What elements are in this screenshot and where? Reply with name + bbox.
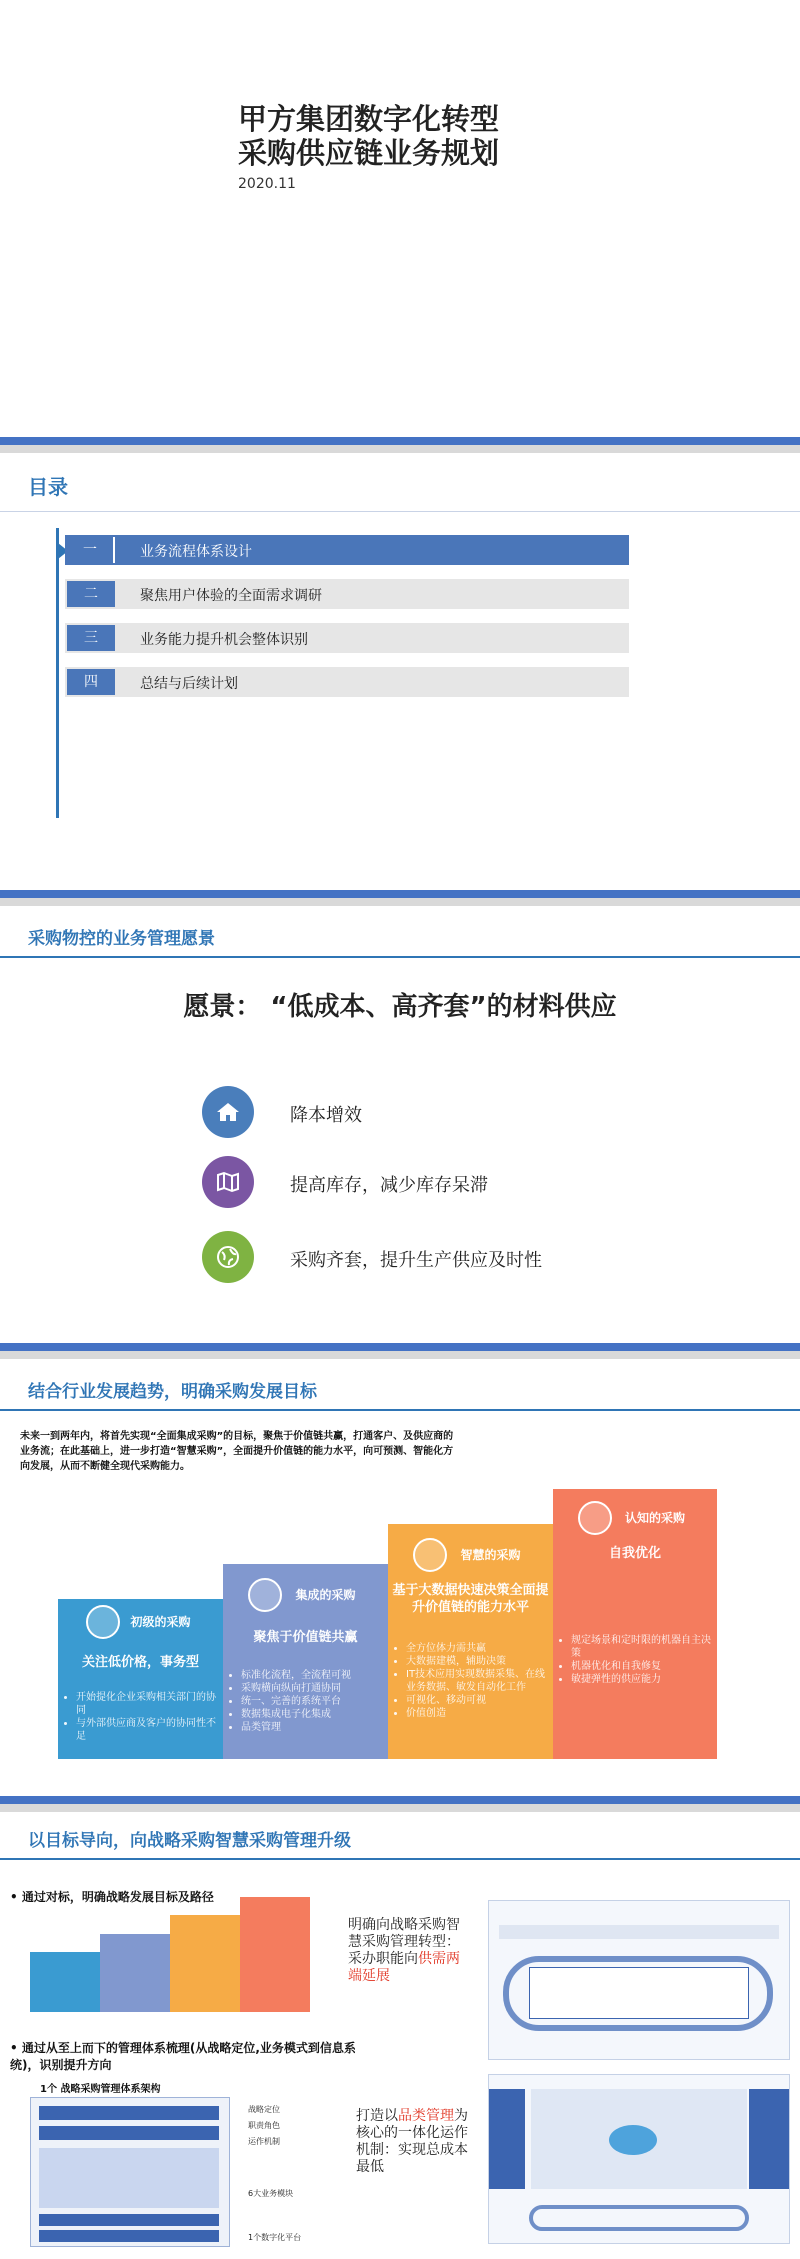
bullet-benchmark: • 通过对标，明确战略发展目标及路径 bbox=[10, 1890, 214, 1904]
toc-item-number: 二 bbox=[67, 581, 115, 607]
divider bbox=[0, 956, 800, 958]
stage-list-item: • 标准化流程，全流程可视 bbox=[241, 1669, 382, 1682]
toc-item-label: 总结与后续计划 bbox=[140, 676, 238, 692]
strategy-heading: 以目标导向，向战略采购智慧采购管理升级 bbox=[28, 1831, 351, 1851]
toc-item-number: 四 bbox=[67, 669, 115, 695]
divider bbox=[0, 511, 800, 512]
mini-stage-2 bbox=[100, 1934, 170, 2012]
divider bbox=[0, 1858, 800, 1860]
map-icon bbox=[202, 1156, 254, 1208]
stage-cognitive bbox=[553, 1489, 717, 1759]
framework-title: 1个 战略采购管理体系架构 bbox=[40, 2084, 161, 2095]
toc-item-1[interactable] bbox=[65, 535, 629, 565]
cycle-ring bbox=[529, 2205, 749, 2231]
stage-headline: 聚焦于价值链共赢 bbox=[253, 1630, 358, 1645]
stage-list-item: • 价值创造 bbox=[406, 1707, 547, 1720]
stage-list bbox=[406, 1642, 547, 1720]
toc-item-number: 三 bbox=[67, 625, 115, 651]
bullet-system: • 通过从至上而下的管理体系梳理(从战略定位,业务模式到信息系统)，识别提升方向 bbox=[10, 2041, 356, 2072]
divider bbox=[0, 1409, 800, 1411]
framework-box bbox=[30, 2097, 230, 2247]
vision-point-text: 降本增效 bbox=[290, 1105, 362, 1126]
stage-integrated bbox=[223, 1564, 388, 1759]
process-diagram bbox=[488, 1900, 790, 2060]
vision-point-text: 提高库存，减少库存呆滞 bbox=[290, 1175, 488, 1196]
diagram-side-block bbox=[749, 2089, 789, 2189]
stage-list-item: • 统一、完善的系统平台 bbox=[241, 1695, 382, 1708]
toc-slide bbox=[0, 453, 800, 898]
framework-layer bbox=[39, 2106, 219, 2120]
vision-heading: 采购物控的业务管理愿景 bbox=[28, 929, 215, 949]
cover-date: 2020.11 bbox=[238, 176, 296, 192]
framework-layer bbox=[39, 2230, 219, 2242]
framework-label: 1个数字化平台 bbox=[248, 2233, 302, 2242]
stage-tag: 初级的采购 bbox=[130, 1615, 191, 1629]
framework-layer bbox=[39, 2126, 219, 2140]
side-note-text: 打造以 bbox=[356, 2108, 398, 2124]
cloud-icon bbox=[609, 2125, 657, 2155]
stage-headline: 关注低价格，事务型 bbox=[81, 1655, 199, 1670]
toc-timeline bbox=[56, 528, 59, 818]
stage-headline: 自我优化 bbox=[608, 1546, 661, 1561]
process-grid bbox=[529, 1967, 749, 2019]
toc-item-label: 聚焦用户体验的全面需求调研 bbox=[140, 588, 322, 604]
side-note-transform bbox=[348, 1917, 473, 1985]
stage-list-item: • 开始提化企业采购相关部门的协同 bbox=[76, 1691, 217, 1717]
side-note-text: 明确向战略采购智慧采购管理转型：采办职能向 bbox=[348, 1917, 460, 1967]
framework-labels bbox=[248, 2102, 301, 2246]
diagram-side-block bbox=[489, 2089, 525, 2189]
globe-icon bbox=[202, 1231, 254, 1283]
stage-list-item: • 机器优化和自我修复 bbox=[571, 1660, 711, 1673]
slide-footer-bar bbox=[0, 890, 800, 898]
cover-title-line2: 采购供应链业务规划 bbox=[238, 136, 500, 170]
vision-statement: 愿景： “低成本、高齐套”的材料供应 bbox=[183, 992, 617, 1022]
bullet-text: 通过对标，明确战略发展目标及路径 bbox=[21, 1890, 214, 1904]
stage-smart bbox=[388, 1524, 553, 1759]
cover-slide bbox=[0, 0, 800, 445]
framework-label: 战略定位 bbox=[248, 2105, 280, 2114]
operation-diagram bbox=[488, 2074, 790, 2244]
stage-list bbox=[241, 1669, 382, 1734]
toc-item-2[interactable] bbox=[65, 579, 629, 609]
bullet-text: 通过从至上而下的管理体系梳理(从战略定位,业务模式到信息系统)，识别提升方向 bbox=[10, 2041, 356, 2072]
side-note-text: 为核心的一体化运作机制：实现总成本最低 bbox=[356, 2108, 468, 2175]
side-note-category bbox=[356, 2108, 481, 2176]
mini-stage-4 bbox=[240, 1897, 310, 2012]
goals-heading: 结合行业发展趋势，明确采购发展目标 bbox=[28, 1382, 317, 1402]
stage-list bbox=[76, 1691, 217, 1743]
slide-footer-bar bbox=[0, 1796, 800, 1804]
framework-label: 职责角色 bbox=[248, 2121, 280, 2130]
framework-modules bbox=[39, 2148, 219, 2208]
strategy-slide bbox=[0, 1812, 800, 2259]
toc-item-label: 业务流程体系设计 bbox=[140, 544, 252, 560]
side-note-highlight: 品类管理 bbox=[398, 2108, 454, 2124]
framework-label: 6大业务模块 bbox=[248, 2189, 294, 2198]
stage-tag: 认知的采购 bbox=[624, 1511, 685, 1525]
toc-item-label: 业务能力提升机会整体识别 bbox=[140, 632, 308, 648]
cover-title-line1: 甲方集团数字化转型 bbox=[238, 102, 500, 136]
toc-item-3[interactable] bbox=[65, 623, 629, 653]
stage-list-item: • 数据集成电子化集成 bbox=[241, 1708, 382, 1721]
stage-list-item: • 敏捷弹性的供应能力 bbox=[571, 1673, 711, 1686]
side-note-highlight: 供需两端延展 bbox=[348, 1951, 460, 1984]
goals-paragraph: 未来一到两年内，将首先实现“全面集成采购”的目标，聚焦于价值链共赢，打通客户、及供应商的业务流；在此基础上，进一步打造“智慧采购”，全面提升价值链的能力水平，向可预测、智能化方向发展，从而不断健全现代采购能力。 bbox=[20, 1431, 454, 1472]
vision-point-text: 采购齐套，提升生产供应及时性 bbox=[290, 1250, 542, 1271]
toc-heading: 目录 bbox=[28, 475, 68, 499]
stage-list bbox=[571, 1634, 711, 1686]
vision-point-1 bbox=[202, 1086, 622, 1138]
stage-headline: 基于大数据快速决策全面提升价值链的能力水平 bbox=[392, 1583, 549, 1615]
stage-list-item: • 大数据建模，辅助决策 bbox=[406, 1655, 547, 1668]
stage-list-item: • 可视化、移动可视 bbox=[406, 1694, 547, 1707]
stage-list-item: • 采购横向纵向打通协同 bbox=[241, 1682, 382, 1695]
stage-basic bbox=[58, 1599, 223, 1759]
framework-label: 运作机制 bbox=[248, 2137, 280, 2146]
stage-list-item: • 品类管理 bbox=[241, 1721, 382, 1734]
vision-point-3 bbox=[202, 1231, 622, 1283]
stage-list-item: • IT技术应用实现数据采集、在线业务数据、敏发自动化工作 bbox=[406, 1668, 547, 1694]
framework-layer bbox=[39, 2214, 219, 2226]
mini-stage-3 bbox=[170, 1915, 240, 2012]
stage-list-item: • 全方位体力需共赢 bbox=[406, 1642, 547, 1655]
vision-point-2 bbox=[202, 1156, 622, 1208]
toc-item-4[interactable] bbox=[65, 667, 629, 697]
vision-slide bbox=[0, 906, 800, 1351]
stage-tag: 智慧的采购 bbox=[460, 1548, 521, 1562]
home-icon bbox=[202, 1086, 254, 1138]
slide-footer-bar bbox=[0, 1343, 800, 1351]
mini-stage-1 bbox=[30, 1952, 100, 2012]
goals-slide bbox=[0, 1359, 800, 1804]
cover-title bbox=[238, 102, 499, 170]
slide-footer-bar bbox=[0, 437, 800, 445]
toc-item-number: 一 bbox=[67, 537, 115, 563]
stage-list-item: • 规定场景和定时限的机器自主决策 bbox=[571, 1634, 711, 1660]
stage-tag: 集成的采购 bbox=[295, 1588, 356, 1602]
stage-list-item: • 与外部供应商及客户的协同性不足 bbox=[76, 1717, 217, 1743]
diagram-band bbox=[499, 1925, 779, 1939]
